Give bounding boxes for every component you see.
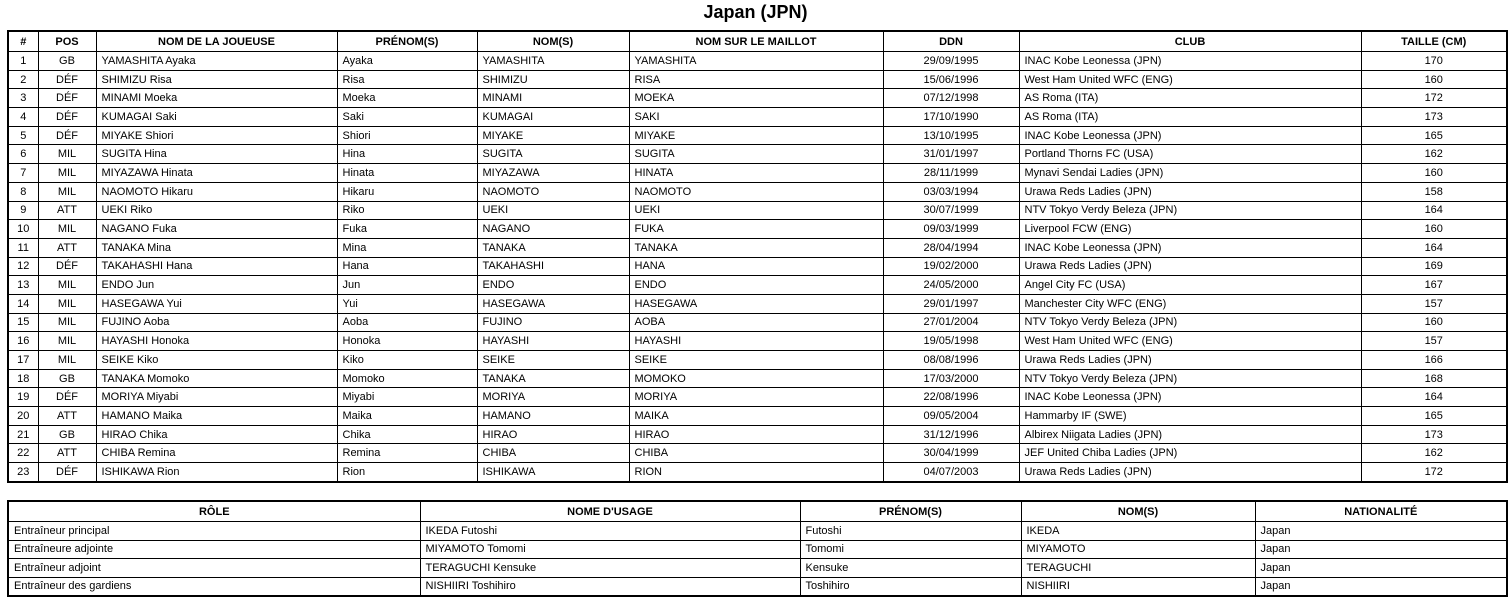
player-row xyxy=(8,257,1507,276)
player-row xyxy=(8,220,1507,239)
table-cell: Urawa Reds Ladies (JPN) xyxy=(1019,182,1361,201)
table-cell: Maika xyxy=(337,407,477,426)
table-cell: Entraîneur principal xyxy=(8,522,420,541)
column-header: NATIONALITÉ xyxy=(1255,501,1507,522)
table-cell: 13 xyxy=(8,276,38,295)
table-cell: GB xyxy=(38,369,96,388)
table-cell: 3 xyxy=(8,89,38,108)
table-cell: UEKI xyxy=(629,201,883,220)
table-cell: DÉF xyxy=(38,463,96,482)
table-cell: ATT xyxy=(38,238,96,257)
column-header: PRÉNOM(S) xyxy=(800,501,1021,522)
column-header: RÔLE xyxy=(8,501,420,522)
table-cell: Entraîneur adjoint xyxy=(8,559,420,578)
table-cell: HAYASHI xyxy=(477,332,629,351)
table-cell: FUJINO Aoba xyxy=(96,313,337,332)
table-cell: Honoka xyxy=(337,332,477,351)
table-cell: 12 xyxy=(8,257,38,276)
table-cell: 15/06/1996 xyxy=(883,70,1019,89)
table-cell: YAMASHITA xyxy=(477,52,629,71)
table-cell: NISHIIRI xyxy=(1021,577,1255,596)
player-row xyxy=(8,108,1507,127)
table-cell: HAMANO xyxy=(477,407,629,426)
table-cell: AOBA xyxy=(629,313,883,332)
table-cell: NISHIIRI Toshihiro xyxy=(420,577,800,596)
table-cell: 18 xyxy=(8,369,38,388)
table-cell: YAMASHITA Ayaka xyxy=(96,52,337,71)
table-cell: IKEDA Futoshi xyxy=(420,522,800,541)
table-cell: 29/09/1995 xyxy=(883,52,1019,71)
table-cell: MIYAKE xyxy=(629,126,883,145)
table-cell: 157 xyxy=(1361,294,1507,313)
table-cell: FUJINO xyxy=(477,313,629,332)
table-cell: Angel City FC (USA) xyxy=(1019,276,1361,295)
player-row xyxy=(8,182,1507,201)
player-row xyxy=(8,351,1507,370)
table-cell: 17/10/1990 xyxy=(883,108,1019,127)
table-cell: MAIKA xyxy=(629,407,883,426)
table-cell: TERAGUCHI xyxy=(1021,559,1255,578)
column-header: DDN xyxy=(883,31,1019,52)
table-cell: AS Roma (ITA) xyxy=(1019,108,1361,127)
table-cell: 29/01/1997 xyxy=(883,294,1019,313)
player-row xyxy=(8,369,1507,388)
table-cell: Momoko xyxy=(337,369,477,388)
table-cell: MORIYA xyxy=(629,388,883,407)
table-cell: 172 xyxy=(1361,463,1507,482)
table-cell: DÉF xyxy=(38,89,96,108)
table-cell: NTV Tokyo Verdy Beleza (JPN) xyxy=(1019,313,1361,332)
table-cell: 24/05/2000 xyxy=(883,276,1019,295)
table-cell: 19 xyxy=(8,388,38,407)
table-cell: MINAMI xyxy=(477,89,629,108)
table-cell: 30/07/1999 xyxy=(883,201,1019,220)
table-cell: HIRAO xyxy=(477,425,629,444)
table-cell: 164 xyxy=(1361,201,1507,220)
table-cell: 22/08/1996 xyxy=(883,388,1019,407)
table-cell: Entraîneur des gardiens xyxy=(8,577,420,596)
table-cell: MIL xyxy=(38,220,96,239)
table-cell: 165 xyxy=(1361,407,1507,426)
table-cell: Japan xyxy=(1255,577,1507,596)
table-cell: Aoba xyxy=(337,313,477,332)
staff-row xyxy=(8,540,1507,559)
table-cell: NAGANO xyxy=(477,220,629,239)
player-row xyxy=(8,444,1507,463)
players-header-row xyxy=(8,31,1507,52)
table-cell: SUGITA xyxy=(477,145,629,164)
table-cell: Saki xyxy=(337,108,477,127)
table-cell: MORIYA Miyabi xyxy=(96,388,337,407)
table-cell: INAC Kobe Leonessa (JPN) xyxy=(1019,126,1361,145)
column-header: NOME D'USAGE xyxy=(420,501,800,522)
table-cell: FUKA xyxy=(629,220,883,239)
staff-row xyxy=(8,577,1507,596)
table-cell: Futoshi xyxy=(800,522,1021,541)
table-cell: 157 xyxy=(1361,332,1507,351)
table-cell: NAOMOTO xyxy=(477,182,629,201)
table-cell: Chika xyxy=(337,425,477,444)
column-header: NOM(S) xyxy=(477,31,629,52)
table-cell: 21 xyxy=(8,425,38,444)
staff-row xyxy=(8,522,1507,541)
player-row xyxy=(8,145,1507,164)
player-row xyxy=(8,276,1507,295)
table-cell: 16 xyxy=(8,332,38,351)
table-cell: MIL xyxy=(38,145,96,164)
table-cell: Yui xyxy=(337,294,477,313)
table-cell: Kensuke xyxy=(800,559,1021,578)
table-cell: HAYASHI xyxy=(629,332,883,351)
table-cell: 15 xyxy=(8,313,38,332)
table-cell: SAKI xyxy=(629,108,883,127)
table-cell: 31/12/1996 xyxy=(883,425,1019,444)
table-cell: Tomomi xyxy=(800,540,1021,559)
table-cell: SEIKE Kiko xyxy=(96,351,337,370)
staff-table xyxy=(7,500,1508,597)
table-cell: CHIBA Remina xyxy=(96,444,337,463)
table-cell: KUMAGAI Saki xyxy=(96,108,337,127)
table-cell: NAOMOTO Hikaru xyxy=(96,182,337,201)
table-cell: TAKAHASHI xyxy=(477,257,629,276)
player-row xyxy=(8,425,1507,444)
table-cell: TANAKA xyxy=(477,238,629,257)
table-cell: YAMASHITA xyxy=(629,52,883,71)
table-cell: Hana xyxy=(337,257,477,276)
table-cell: 173 xyxy=(1361,425,1507,444)
table-cell: 08/08/1996 xyxy=(883,351,1019,370)
table-cell: SEIKE xyxy=(629,351,883,370)
table-cell: MIL xyxy=(38,351,96,370)
table-cell: 162 xyxy=(1361,444,1507,463)
table-cell: MIL xyxy=(38,276,96,295)
table-cell: ATT xyxy=(38,407,96,426)
table-cell: 164 xyxy=(1361,238,1507,257)
table-cell: HIRAO xyxy=(629,425,883,444)
table-cell: 160 xyxy=(1361,70,1507,89)
table-cell: NAOMOTO xyxy=(629,182,883,201)
player-row xyxy=(8,332,1507,351)
table-cell: Japan xyxy=(1255,540,1507,559)
table-cell: Hikaru xyxy=(337,182,477,201)
table-cell: ENDO Jun xyxy=(96,276,337,295)
table-cell: 7 xyxy=(8,164,38,183)
table-cell: 158 xyxy=(1361,182,1507,201)
table-cell: Entraîneure adjointe xyxy=(8,540,420,559)
table-cell: INAC Kobe Leonessa (JPN) xyxy=(1019,52,1361,71)
table-cell: Miyabi xyxy=(337,388,477,407)
table-cell: HIRAO Chika xyxy=(96,425,337,444)
table-cell: 30/04/1999 xyxy=(883,444,1019,463)
table-cell: 23 xyxy=(8,463,38,482)
table-cell: Urawa Reds Ladies (JPN) xyxy=(1019,463,1361,482)
table-cell: DÉF xyxy=(38,108,96,127)
table-cell: TERAGUCHI Kensuke xyxy=(420,559,800,578)
player-row xyxy=(8,388,1507,407)
table-cell: Remina xyxy=(337,444,477,463)
table-cell: Hinata xyxy=(337,164,477,183)
column-header: NOM SUR LE MAILLOT xyxy=(629,31,883,52)
table-cell: 19/05/1998 xyxy=(883,332,1019,351)
table-cell: 2 xyxy=(8,70,38,89)
table-cell: TAKAHASHI Hana xyxy=(96,257,337,276)
table-cell: MIL xyxy=(38,164,96,183)
column-header: PRÉNOM(S) xyxy=(337,31,477,52)
table-cell: 17/03/2000 xyxy=(883,369,1019,388)
table-cell: HINATA xyxy=(629,164,883,183)
player-row xyxy=(8,238,1507,257)
table-cell: DÉF xyxy=(38,70,96,89)
table-cell: Kiko xyxy=(337,351,477,370)
player-row xyxy=(8,407,1507,426)
table-cell: 6 xyxy=(8,145,38,164)
table-cell: 04/07/2003 xyxy=(883,463,1019,482)
table-cell: 10 xyxy=(8,220,38,239)
table-cell: Urawa Reds Ladies (JPN) xyxy=(1019,351,1361,370)
table-cell: SHIMIZU xyxy=(477,70,629,89)
table-cell: GB xyxy=(38,52,96,71)
table-cell: 168 xyxy=(1361,369,1507,388)
table-cell: MIYAKE Shiori xyxy=(96,126,337,145)
table-cell: 160 xyxy=(1361,164,1507,183)
table-cell: 11 xyxy=(8,238,38,257)
players-table xyxy=(7,30,1508,483)
table-cell: MINAMI Moeka xyxy=(96,89,337,108)
table-cell: Moeka xyxy=(337,89,477,108)
table-cell: ENDO xyxy=(477,276,629,295)
table-cell: NAGANO Fuka xyxy=(96,220,337,239)
table-cell: 20 xyxy=(8,407,38,426)
table-cell: Jun xyxy=(337,276,477,295)
table-cell: ISHIKAWA xyxy=(477,463,629,482)
table-cell: MIYAMOTO Tomomi xyxy=(420,540,800,559)
table-cell: West Ham United WFC (ENG) xyxy=(1019,70,1361,89)
table-cell: HANA xyxy=(629,257,883,276)
table-cell: UEKI xyxy=(477,201,629,220)
column-header: NOM DE LA JOUEUSE xyxy=(96,31,337,52)
table-cell: TANAKA Mina xyxy=(96,238,337,257)
page-title: Japan (JPN) xyxy=(703,2,808,22)
staff-header-row xyxy=(8,501,1507,522)
table-cell: Manchester City WFC (ENG) xyxy=(1019,294,1361,313)
table-cell: MIYAZAWA Hinata xyxy=(96,164,337,183)
table-cell: TANAKA xyxy=(629,238,883,257)
table-cell: 28/04/1994 xyxy=(883,238,1019,257)
table-cell: 170 xyxy=(1361,52,1507,71)
table-cell: TANAKA xyxy=(477,369,629,388)
table-cell: Urawa Reds Ladies (JPN) xyxy=(1019,257,1361,276)
player-row xyxy=(8,294,1507,313)
table-cell: CHIBA xyxy=(629,444,883,463)
player-row xyxy=(8,52,1507,71)
column-header: TAILLE (CM) xyxy=(1361,31,1507,52)
player-row xyxy=(8,313,1507,332)
table-cell: MIYAKE xyxy=(477,126,629,145)
player-row xyxy=(8,89,1507,108)
table-cell: DÉF xyxy=(38,126,96,145)
table-cell: IKEDA xyxy=(1021,522,1255,541)
table-cell: Fuka xyxy=(337,220,477,239)
table-cell: HASEGAWA Yui xyxy=(96,294,337,313)
table-cell: 172 xyxy=(1361,89,1507,108)
table-cell: SUGITA Hina xyxy=(96,145,337,164)
table-cell: Albirex Niigata Ladies (JPN) xyxy=(1019,425,1361,444)
table-cell: 07/12/1998 xyxy=(883,89,1019,108)
player-row xyxy=(8,126,1507,145)
table-cell: Mynavi Sendai Ladies (JPN) xyxy=(1019,164,1361,183)
column-header: CLUB xyxy=(1019,31,1361,52)
table-cell: Ayaka xyxy=(337,52,477,71)
table-cell: CHIBA xyxy=(477,444,629,463)
table-cell: TANAKA Momoko xyxy=(96,369,337,388)
table-cell: SUGITA xyxy=(629,145,883,164)
table-cell: 22 xyxy=(8,444,38,463)
player-row xyxy=(8,70,1507,89)
table-cell: 9 xyxy=(8,201,38,220)
table-cell: Toshihiro xyxy=(800,577,1021,596)
table-cell: Riko xyxy=(337,201,477,220)
table-cell: Portland Thorns FC (USA) xyxy=(1019,145,1361,164)
table-cell: 4 xyxy=(8,108,38,127)
column-header: POS xyxy=(38,31,96,52)
table-cell: 09/05/2004 xyxy=(883,407,1019,426)
table-cell: MOMOKO xyxy=(629,369,883,388)
table-cell: SHIMIZU Risa xyxy=(96,70,337,89)
table-cell: DÉF xyxy=(38,257,96,276)
table-cell: 162 xyxy=(1361,145,1507,164)
table-cell: 13/10/1995 xyxy=(883,126,1019,145)
table-cell: Hammarby IF (SWE) xyxy=(1019,407,1361,426)
table-cell: 160 xyxy=(1361,220,1507,239)
column-header: # xyxy=(8,31,38,52)
table-cell: HAMANO Maika xyxy=(96,407,337,426)
table-cell: MORIYA xyxy=(477,388,629,407)
table-cell: 03/03/1994 xyxy=(883,182,1019,201)
table-cell: MIL xyxy=(38,313,96,332)
table-cell: MIYAMOTO xyxy=(1021,540,1255,559)
table-cell: UEKI Riko xyxy=(96,201,337,220)
table-cell: NTV Tokyo Verdy Beleza (JPN) xyxy=(1019,201,1361,220)
table-cell: 14 xyxy=(8,294,38,313)
column-header: NOM(S) xyxy=(1021,501,1255,522)
table-cell: HASEGAWA xyxy=(477,294,629,313)
table-cell: KUMAGAI xyxy=(477,108,629,127)
table-cell: MIL xyxy=(38,294,96,313)
table-cell: MIL xyxy=(38,332,96,351)
table-cell: RISA xyxy=(629,70,883,89)
table-cell: 27/01/2004 xyxy=(883,313,1019,332)
table-cell: RION xyxy=(629,463,883,482)
table-cell: 164 xyxy=(1361,388,1507,407)
player-row xyxy=(8,463,1507,482)
table-cell: MIYAZAWA xyxy=(477,164,629,183)
table-cell: MIL xyxy=(38,182,96,201)
table-cell: AS Roma (ITA) xyxy=(1019,89,1361,108)
table-cell: 1 xyxy=(8,52,38,71)
table-cell: 169 xyxy=(1361,257,1507,276)
table-cell: Shiori xyxy=(337,126,477,145)
table-cell: Rion xyxy=(337,463,477,482)
staff-row xyxy=(8,559,1507,578)
table-cell: Risa xyxy=(337,70,477,89)
table-cell: 09/03/1999 xyxy=(883,220,1019,239)
table-cell: HAYASHI Honoka xyxy=(96,332,337,351)
table-cell: 160 xyxy=(1361,313,1507,332)
table-cell: Liverpool FCW (ENG) xyxy=(1019,220,1361,239)
table-cell: NTV Tokyo Verdy Beleza (JPN) xyxy=(1019,369,1361,388)
table-cell: JEF United Chiba Ladies (JPN) xyxy=(1019,444,1361,463)
table-cell: SEIKE xyxy=(477,351,629,370)
table-cell: Hina xyxy=(337,145,477,164)
table-cell: 166 xyxy=(1361,351,1507,370)
table-cell: ENDO xyxy=(629,276,883,295)
player-row xyxy=(8,201,1507,220)
table-cell: INAC Kobe Leonessa (JPN) xyxy=(1019,238,1361,257)
table-cell: ATT xyxy=(38,201,96,220)
table-cell: GB xyxy=(38,425,96,444)
table-cell: 8 xyxy=(8,182,38,201)
table-cell: 31/01/1997 xyxy=(883,145,1019,164)
table-cell: 165 xyxy=(1361,126,1507,145)
table-cell: Mina xyxy=(337,238,477,257)
player-row xyxy=(8,164,1507,183)
table-cell: INAC Kobe Leonessa (JPN) xyxy=(1019,388,1361,407)
table-cell: 167 xyxy=(1361,276,1507,295)
table-cell: HASEGAWA xyxy=(629,294,883,313)
table-cell: Japan xyxy=(1255,522,1507,541)
table-cell: 19/02/2000 xyxy=(883,257,1019,276)
table-cell: ATT xyxy=(38,444,96,463)
table-cell: 17 xyxy=(8,351,38,370)
table-cell: 5 xyxy=(8,126,38,145)
table-cell: ISHIKAWA Rion xyxy=(96,463,337,482)
table-cell: 28/11/1999 xyxy=(883,164,1019,183)
table-cell: DÉF xyxy=(38,388,96,407)
table-cell: West Ham United WFC (ENG) xyxy=(1019,332,1361,351)
table-cell: 173 xyxy=(1361,108,1507,127)
table-cell: Japan xyxy=(1255,559,1507,578)
table-cell: MOEKA xyxy=(629,89,883,108)
